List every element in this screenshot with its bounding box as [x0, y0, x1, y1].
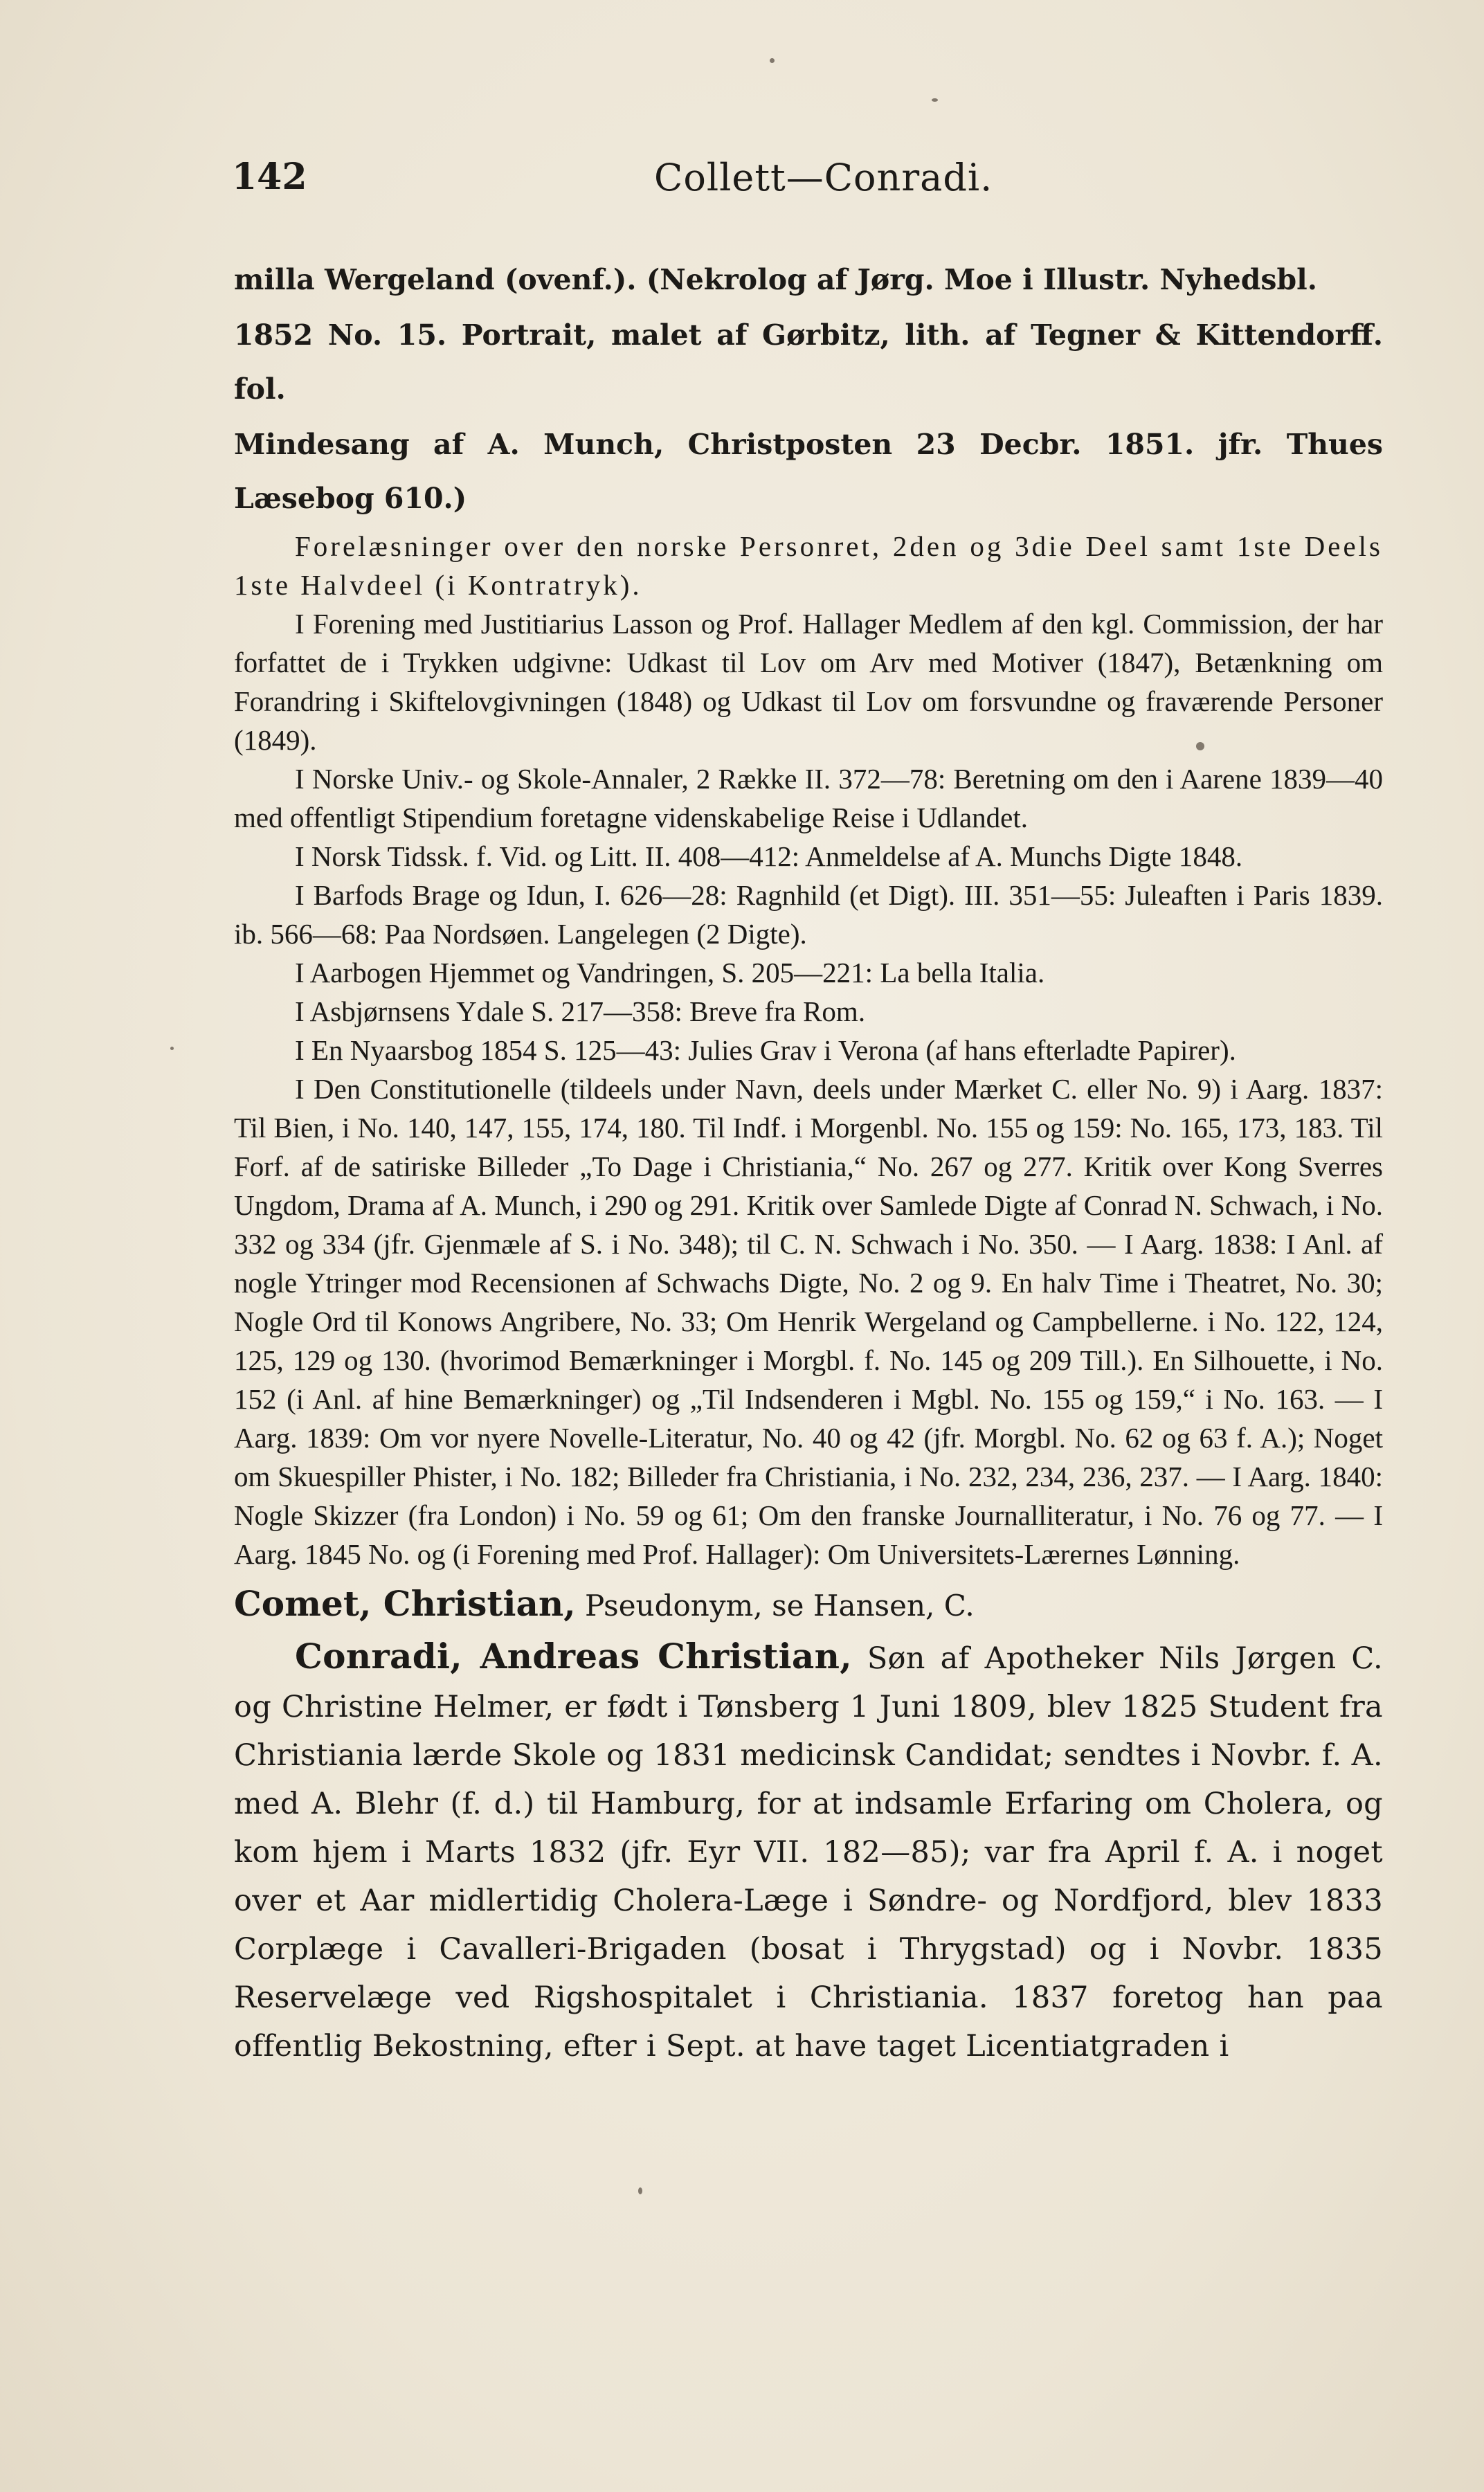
- entry-comet-text: Pseudonym, se Hansen, C.: [575, 1589, 975, 1623]
- ink-speck: [638, 2187, 642, 2194]
- paragraph-annaler: I Norske Univ.- og Skole-Annaler, 2 Række II. 372—78: Beretning om den i Aarene 1839—40 med offentligt Stipendium foretagne videnskabelige Reise i Udlandet.: [234, 763, 1383, 833]
- paragraph-nyaarsbog: I En Nyaarsbog 1854 S. 125—43: Julies Grav i Verona (af hans efterladte Papirer).: [295, 1034, 1236, 1066]
- entry-conradi-text: Søn af Apotheker Nils Jørgen C. og Christine Helmer, er født i Tønsberg 1 Juni 1809, blev 1825 Student fra Christiania lærde Skole og 1831 medicinsk Candidat; sendtes i Novbr. f. A. med A. Blehr (f. d.) til Hamburg, for at indsamle Erfaring om Cholera, og kom hjem i Marts 1832 (jfr. Eyr VII. 182—85); var fra April f. A. i noget over et Aar midlertidig Cholera-Læge i Søndre- og Nordfjord, blev 1833 Corplæge i Cavalleri-Brigaden (bosat i Thrygstad) og i Novbr. 1835 Reservelæge ved Rigshospitalet i Christiania. 1837 foretog han paa offentlig Bekostning, efter i Sept. at have taget Licentiatgraden i: [234, 1641, 1383, 2064]
- page-number: 142: [232, 156, 307, 198]
- paragraph-brage-idun: I Barfods Brage og Idun, I. 626—28: Ragnhild (et Digt). III. 351—55: Juleaften i Paris 1839. ib. 566—68: Paa Nordsøen. Langelegen (2 Digte).: [234, 879, 1383, 950]
- paragraph-tidsskrift: I Norsk Tidssk. f. Vid. og Litt. II. 408—412: Anmeldelse af A. Munchs Digte 1848.: [295, 840, 1243, 872]
- ink-speck: [1196, 742, 1204, 750]
- page-header: [232, 156, 1384, 218]
- paragraph-ydale: I Asbjørnsens Ydale S. 217—358: Breve fra Rom.: [295, 995, 866, 1027]
- running-head: Collett—Conradi.: [654, 156, 993, 199]
- intro-line-2: 1852 No. 15. Portrait, malet af Gørbitz, lith. af Tegner & Kittendorff. fol.: [234, 318, 1383, 406]
- body-text: [234, 253, 1383, 2070]
- entry-conradi-name: Conradi, Andreas Christian,: [295, 1636, 852, 1677]
- entry-comet-name: Comet, Christian,: [234, 1583, 576, 1624]
- ink-speck: [770, 58, 775, 63]
- paragraph-aarbogen: I Aarbogen Hjemmet og Vandringen, S. 205—221: La bella Italia.: [295, 957, 1045, 988]
- paragraph-lectures: Forelæsninger over den norske Personret, 2den og 3die Deel samt 1ste Deels 1ste Halvdeel (i Kontratryk).: [234, 530, 1383, 601]
- entry-comet: [234, 1579, 1383, 1631]
- ink-speck: [170, 1047, 174, 1050]
- intro-line-3: Mindesang af A. Munch, Christposten 23 Decbr. 1851. jfr. Thues Læsebog 610.): [234, 428, 1383, 515]
- entry-conradi: [234, 1632, 1383, 2070]
- intro-line-1: milla Wergeland (ovenf.). (Nekrolog af Jørg. Moe i Illustr. Nyhedsbl.: [234, 263, 1318, 296]
- ink-speck: [932, 98, 938, 102]
- paragraph-commission: I Forening med Justitiarius Lasson og Prof. Hallager Medlem af den kgl. Commission, der har forfattet de i Trykken udgivne: Udkast til Lov om Arv med Motiver (1847), Betænkning om Forandring i Skiftelovgivningen (1848) og Udkast til Lov om forsvundne og fraværende Personer (1849).: [234, 608, 1383, 756]
- paragraph-constitutionelle: I Den Constitutionelle (tildeels under Navn, deels under Mærket C. eller No. 9) i Aarg. 1837: Til Bien, i No. 140, 147, 155, 174, 180. Til Indf. i Morgenbl. No. 155 og 159: No. 165, 173, 183. Til Forf. af de satiriske Billeder „To Dage i Christiania,“ No. 267 og 277. Kritik over Kong Sverres Ungdom, Drama af A. Munch, i 290 og 291. Kritik over Samlede Digte af Conrad N. Schwach, i No. 332 og 334 (jfr. Gjenmæle af S. i No. 348); til C. N. Schwach i No. 350. — I Aarg. 1838: I Anl. af nogle Ytringer mod Recensionen af Schwachs Digte, No. 2 og 9. En halv Time i Theatret, No. 30; Nogle Ord til Konows Angribere, No. 33; Om Henrik Wergeland og Campbellerne. i No. 122, 124, 125, 129 og 130. (hvorimod Bemærkninger i Morgbl. f. No. 145 og 209 Till.). En Silhouette, i No. 152 (i Anl. af hine Bemærkninger) og „Til Indsenderen i Mgbl. No. 155 og 159,“ i No. 163. — I Aarg. 1839: Om vor nyere Novelle-Literatur, No. 40 og 42 (jfr. Morgbl. No. 62 og 63 f. A.); Noget om Skuespiller Phister, i No. 182; Billeder fra Christiania, i No. 232, 234, 236, 237. — I Aarg. 1840: Nogle Skizzer (fra London) i No. 59 og 61; Om den franske Journalliteratur, i No. 76 og 77. — I Aarg. 1845 No. og (i Forening med Prof. Hallager): Om Universitets-Lærernes Lønning.: [234, 1073, 1383, 1570]
